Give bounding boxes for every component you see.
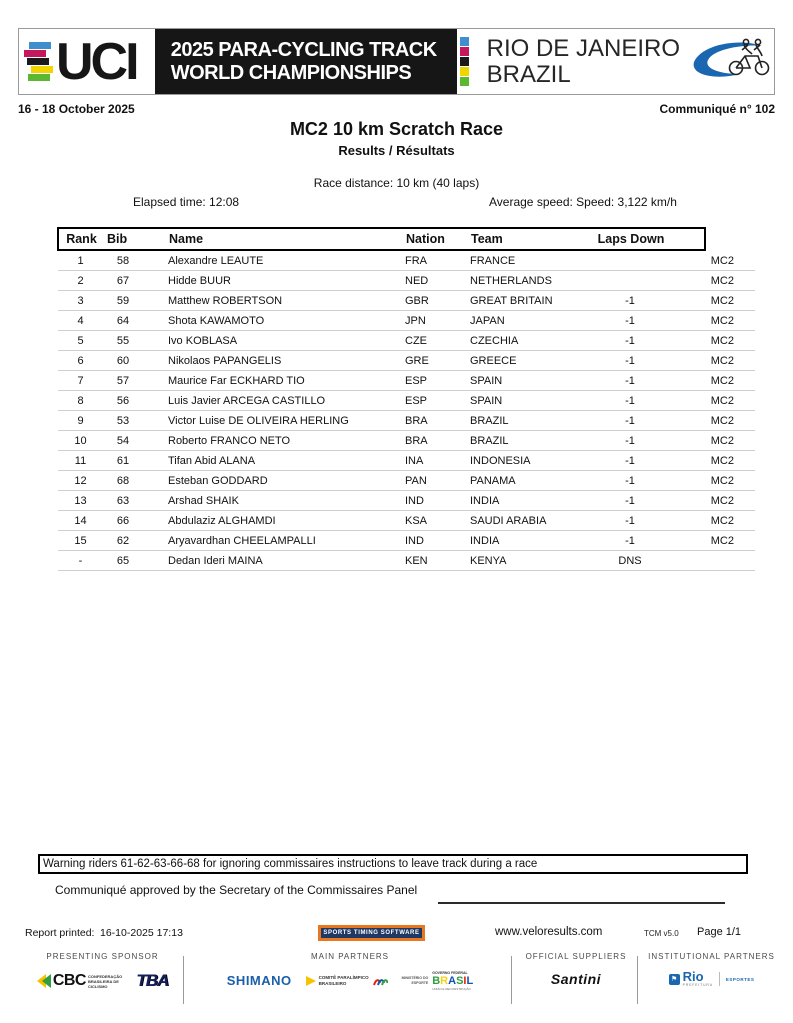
santini-logo: Santini <box>550 971 602 987</box>
event-title-block <box>155 29 458 94</box>
institutional-partners-label: INSTITUTIONAL PARTNERS <box>648 952 775 961</box>
cell-nation: KEN <box>405 554 428 567</box>
cell-cls: MC2 <box>710 334 734 347</box>
software-version: TCM v5.0 <box>644 929 679 938</box>
table-row <box>58 331 755 351</box>
page-number: Page 1/1 <box>697 926 742 938</box>
cell-cls: MC2 <box>710 474 734 487</box>
header-rank: Rank <box>66 232 97 246</box>
cell-team: FRANCE <box>470 254 516 267</box>
cell-nation: KSA <box>405 514 428 527</box>
table-row <box>58 531 755 551</box>
cell-cls: MC2 <box>710 514 734 527</box>
cell-laps: -1 <box>625 434 635 447</box>
cell-rank: 10 <box>74 434 87 447</box>
sponsor-divider <box>183 956 184 1004</box>
tba-logo: TBA <box>136 971 169 990</box>
table-row <box>58 431 755 451</box>
cell-rank: 9 <box>77 414 84 427</box>
cell-team: PANAMA <box>470 474 516 487</box>
table-row <box>58 491 755 511</box>
cell-name: Tifan Abid ALANA <box>168 454 256 467</box>
cell-team: GREECE <box>470 354 517 367</box>
main-partners-group <box>195 952 505 991</box>
cell-laps: DNS <box>618 554 642 567</box>
cell-team: INDIA <box>470 534 500 547</box>
cell-nation: NED <box>405 274 429 287</box>
table-row <box>58 471 755 491</box>
cell-rank: 4 <box>77 314 84 327</box>
cell-bib: 62 <box>116 534 130 547</box>
cell-laps: -1 <box>625 474 635 487</box>
race-distance: Race distance: 10 km (40 laps) <box>313 176 480 190</box>
report-printed-label: Report printed: <box>25 927 95 939</box>
warning-text: Warning riders 61-62-63-66-68 for ignoring commissaires instructions to leave track during a race <box>43 858 538 870</box>
agitos-icon <box>372 975 388 987</box>
official-suppliers-label: OFFICIAL SUPPLIERS <box>525 952 627 961</box>
cbc-logo: CBC CONFEDERAÇÃO BRASILEIRA DE CICLISMO <box>37 972 122 990</box>
cell-bib: 66 <box>116 514 130 527</box>
header-name: Name <box>169 232 204 246</box>
cell-rank: 15 <box>74 534 87 547</box>
cell-name: Dedan Ideri MAINA <box>168 554 263 567</box>
cell-name: Maurice Far ECKHARD TIO <box>168 374 305 387</box>
cell-name: Luis Javier ARCEGA CASTILLO <box>168 394 326 407</box>
tandem-cyclists-icon <box>688 32 774 91</box>
cbc-chevron-icon <box>42 974 51 988</box>
cell-cls: MC2 <box>710 454 734 467</box>
cell-bib: 67 <box>116 274 130 287</box>
cell-rank: 3 <box>77 294 84 307</box>
rio-prefeitura-logo: ⚑ Rio PREFEITURA ESPORTES <box>669 971 755 987</box>
cell-name: Victor Luise DE OLIVEIRA HERLING <box>168 414 349 427</box>
cell-name: Esteban GODDARD <box>168 474 268 487</box>
uci-logo <box>19 29 155 94</box>
table-row <box>58 451 755 471</box>
cell-rank: 7 <box>77 374 84 387</box>
cell-laps: -1 <box>625 354 635 367</box>
event-title-line1: 2025 PARA-CYCLING TRACK <box>170 38 437 61</box>
cell-name: Abdulaziz ALGHAMDI <box>168 514 276 527</box>
cell-nation: JPN <box>405 314 426 327</box>
cell-cls: MC2 <box>710 494 734 507</box>
signature-line <box>438 902 725 904</box>
cell-laps: -1 <box>625 294 635 307</box>
cell-bib: 61 <box>116 454 130 467</box>
cell-bib: 57 <box>116 374 130 387</box>
cell-bib: 58 <box>116 254 130 267</box>
cell-name: Hidde BUUR <box>168 274 231 287</box>
event-dates: 16 - 18 October 2025 <box>18 102 135 116</box>
cell-rank: 6 <box>77 354 84 367</box>
official-suppliers-group <box>522 952 630 987</box>
cell-cls: MC2 <box>710 254 734 267</box>
cell-nation: CZE <box>405 334 427 347</box>
cell-nation: GRE <box>405 354 429 367</box>
cell-laps: -1 <box>625 314 635 327</box>
cell-team: KENYA <box>470 554 507 567</box>
table-row <box>58 291 755 311</box>
website-link: www.veloresults.com <box>495 926 603 938</box>
cell-cls: MC2 <box>710 414 734 427</box>
cell-cls: MC2 <box>710 394 734 407</box>
cell-bib: 60 <box>116 354 130 367</box>
communique-number: Communiqué n° 102 <box>659 102 775 116</box>
institutional-partners-group <box>648 952 775 987</box>
table-row <box>58 311 755 331</box>
cell-bib: 68 <box>116 474 130 487</box>
table-row <box>58 351 755 371</box>
race-title: MC2 10 km Scratch Race <box>289 119 504 139</box>
cell-name: Aryavardhan CHEELAMPALLI <box>168 534 316 547</box>
cell-name: Shota KAWAMOTO <box>168 314 265 327</box>
cell-cls: MC2 <box>710 354 734 367</box>
table-row <box>58 371 755 391</box>
table-row <box>58 251 755 271</box>
cell-bib: 65 <box>116 554 130 567</box>
brasil-wordmark: BRASIL <box>432 974 474 987</box>
cell-rank: 11 <box>74 454 87 467</box>
cell-cls: MC2 <box>710 374 734 387</box>
cell-nation: INA <box>405 454 424 467</box>
paralympic-committee-logo: COMITÊ PARALÍMPICO BRASILEIRO <box>306 975 388 987</box>
cell-name: Ivo KOBLASA <box>168 334 238 347</box>
cell-team: SAUDI ARABIA <box>470 514 547 527</box>
cell-team: BRAZIL <box>470 434 509 447</box>
table-row <box>58 271 755 291</box>
cell-bib: 63 <box>116 494 130 507</box>
cell-team: JAPAN <box>470 314 505 327</box>
cell-name: Arshad SHAIK <box>168 494 239 507</box>
cell-nation: IND <box>405 494 424 507</box>
cell-cls: MC2 <box>710 314 734 327</box>
cell-bib: 54 <box>116 434 130 447</box>
host-city-block <box>471 29 774 94</box>
dateline <box>18 102 775 116</box>
table-row <box>58 411 755 431</box>
header-laps-down: Laps Down <box>597 232 665 246</box>
report-printed-value: 16-10-2025 17:13 <box>100 927 183 939</box>
event-banner <box>18 28 775 95</box>
rio-badge-icon: ⚑ <box>669 974 680 985</box>
cell-team: NETHERLANDS <box>470 274 552 287</box>
rainbow-stripe-divider <box>457 29 470 94</box>
cell-nation: PAN <box>405 474 427 487</box>
cell-rank: - <box>78 554 83 567</box>
cell-laps: -1 <box>625 514 635 527</box>
cell-team: GREAT BRITAIN <box>470 294 553 307</box>
cell-rank: 2 <box>77 274 84 287</box>
cell-laps: -1 <box>625 494 635 507</box>
approval-text: Communiqué approved by the Secretary of the Commissaires Panel <box>55 883 418 897</box>
results-subtitle: Results / Résultats <box>338 143 455 158</box>
host-city-line1: RIO DE JANEIRO <box>486 34 680 62</box>
cell-team: SPAIN <box>470 374 503 387</box>
cell-laps: -1 <box>625 394 635 407</box>
cell-nation: BRA <box>405 414 428 427</box>
presenting-sponsor-label: PRESENTING SPONSOR <box>46 952 159 961</box>
cell-nation: ESP <box>405 374 428 387</box>
cell-laps: -1 <box>625 454 635 467</box>
cell-rank: 8 <box>77 394 84 407</box>
cell-team: INDONESIA <box>470 454 531 467</box>
table-row <box>58 551 755 571</box>
cell-cls: MC2 <box>710 434 734 447</box>
cell-bib: 53 <box>116 414 130 427</box>
cell-cls: MC2 <box>710 534 734 547</box>
warning-box <box>38 854 748 874</box>
uci-wordmark: UCI <box>56 32 137 91</box>
cell-rank: 14 <box>74 514 87 527</box>
cell-team: SPAIN <box>470 394 503 407</box>
host-city-line2: BRAZIL <box>486 60 571 88</box>
sponsor-divider <box>511 956 512 1004</box>
cell-rank: 1 <box>77 254 84 267</box>
cell-name: Roberto FRANCO NETO <box>168 434 291 447</box>
cell-rank: 12 <box>74 474 87 487</box>
cell-cls: MC2 <box>710 274 734 287</box>
cell-bib: 55 <box>116 334 130 347</box>
presenting-sponsor-group <box>25 952 180 991</box>
cell-name: Matthew ROBERTSON <box>168 294 283 307</box>
governo-federal-logo: MINISTÉRIO DO ESPORTE GOVERNO FEDERAL BRASIL UNIÃO E RECONSTRUÇÃO <box>401 971 474 991</box>
results-table-body <box>58 251 755 571</box>
cell-laps: -1 <box>625 534 635 547</box>
cell-rank: 13 <box>74 494 87 507</box>
uci-rainbow-icon <box>24 42 53 81</box>
cell-laps: -1 <box>625 334 635 347</box>
header-team: Team <box>471 232 503 246</box>
main-partners-label: MAIN PARTNERS <box>310 952 390 961</box>
cell-name: Alexandre LEAUTE <box>168 254 264 267</box>
cell-bib: 59 <box>116 294 130 307</box>
elapsed-time: Elapsed time: 12:08 <box>133 195 240 209</box>
sports-timing-software-logo: SPORTS TIMING SOFTWARE <box>318 925 425 941</box>
cell-team: BRAZIL <box>470 414 509 427</box>
cell-nation: BRA <box>405 434 428 447</box>
header-bib: Bib <box>107 232 128 246</box>
table-row <box>58 511 755 531</box>
cell-cls: MC2 <box>710 294 734 307</box>
cell-nation: IND <box>405 534 424 547</box>
results-table-header <box>57 227 706 251</box>
cell-nation: FRA <box>405 254 427 267</box>
cell-laps: -1 <box>625 414 635 427</box>
cell-team: CZECHIA <box>470 334 519 347</box>
cell-bib: 56 <box>116 394 130 407</box>
cell-nation: ESP <box>405 394 428 407</box>
table-row <box>58 391 755 411</box>
header-nation: Nation <box>406 232 445 246</box>
average-speed: Average speed: Speed: 3,122 km/h <box>489 195 677 209</box>
sponsor-divider <box>637 956 638 1004</box>
cell-team: INDIA <box>470 494 500 507</box>
cell-name: Nikolaos PAPANGELIS <box>168 354 282 367</box>
shimano-logo: SHIMANO <box>226 973 292 989</box>
event-title-line2: WORLD CHAMPIONSHIPS <box>170 61 412 84</box>
cell-nation: GBR <box>405 294 429 307</box>
cell-rank: 5 <box>77 334 84 347</box>
cell-bib: 64 <box>116 314 130 327</box>
rio-divider <box>719 972 720 986</box>
cpb-arrow-icon <box>306 976 316 986</box>
cell-laps: -1 <box>625 374 635 387</box>
